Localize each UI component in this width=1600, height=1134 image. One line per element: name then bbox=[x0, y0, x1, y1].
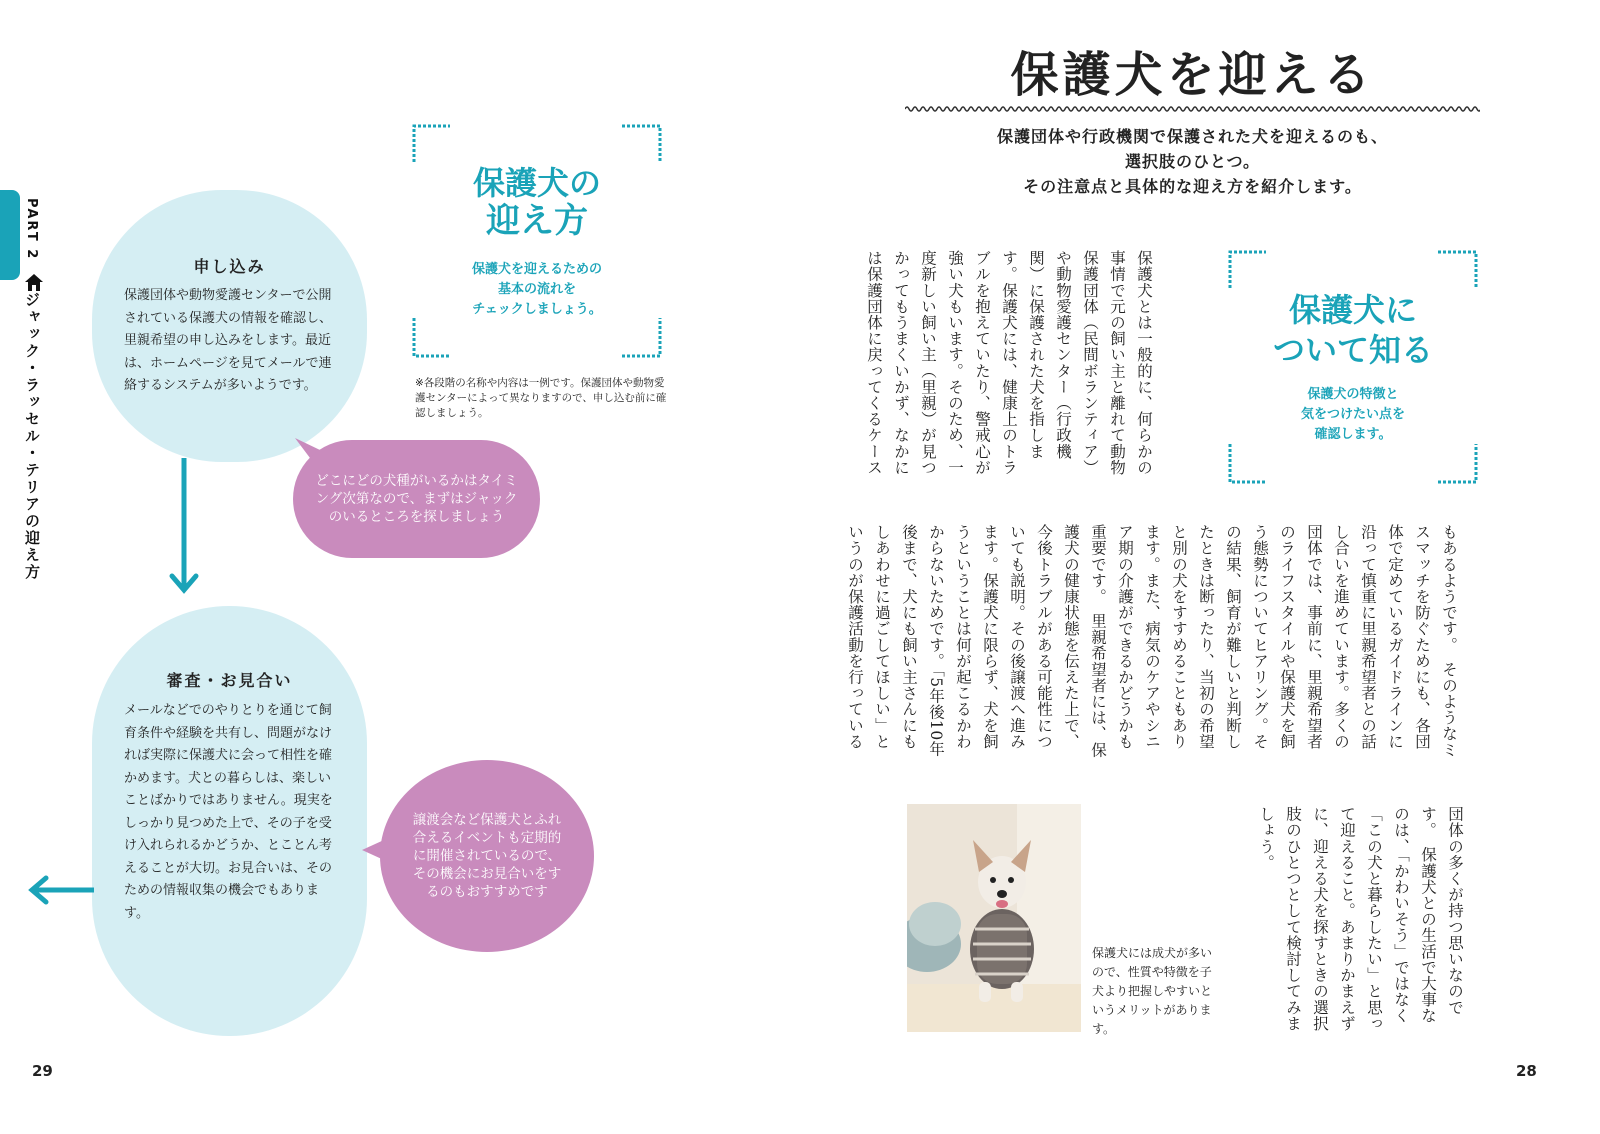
left-heading-title-line1: 保護犬の bbox=[472, 164, 601, 202]
right-heading-title bbox=[1226, 290, 1480, 370]
left-heading-subtitle bbox=[410, 260, 664, 320]
step-text-review: メールなどでのやりとりを通じて飼育条件や経験を共有し、問題がなければ実際に保護犬に会って相性を確かめます。犬との暮らしは、楽しいことばかりではありません。現実をしっかり見つめた上で、その子を受け入れられるかどうか、とことん考えることが大切。お見合いは、そのための情報収集の機会でもあります。 bbox=[124, 703, 333, 921]
right-heading-sub-line1: 保護犬の特徴と bbox=[1307, 387, 1399, 402]
body-text-3: 団体の多くが持つ思いなのです。 保護犬との生活で大事なのは、「かわいそう」ではなく「この犬と暮らしたい」と思って迎えること。あまりかまえずに、迎える犬を探すときの選択肢のひとつとして検討してみましょう。 bbox=[1257, 806, 1464, 1032]
lead-line1: 保護団体や行政機関で保護された犬を迎えるのも、 bbox=[996, 127, 1388, 146]
left-heading-sub-line1: 保護犬を迎えるための bbox=[471, 262, 602, 277]
lead-line3: その注意点と具体的な迎え方を紹介します。 bbox=[1023, 177, 1362, 196]
body-text-1: 保護犬とは一般的に、何らかの事情で元の飼い主と離れて動物保護団体（民間ボランティア）や動物愛護センター（行政機関）に保護された犬を指します。保護犬には、健康上のトラブルを抱えていたり、警戒心が強い犬もいます。そのため、一度新しい飼い主（里親）が見つかってもうまくいかず、なかには保護団体に戻ってくるケース bbox=[865, 250, 1153, 476]
chapter-title: ジャック・ラッセル・テリアの迎え方 bbox=[23, 292, 41, 581]
left-heading-title bbox=[410, 164, 664, 240]
lead-line2: 選択肢のひとつ。 bbox=[1124, 152, 1261, 171]
right-heading-sub-line3: 確認します。 bbox=[1314, 427, 1392, 442]
arrow-down-icon bbox=[166, 458, 202, 600]
step-bubble-apply bbox=[92, 190, 367, 462]
dog-photo bbox=[907, 804, 1081, 1032]
page-number-left: 29 bbox=[32, 1062, 53, 1080]
page-number-right: 28 bbox=[1516, 1062, 1537, 1080]
right-heading-title-line1: 保護犬に bbox=[1288, 291, 1417, 329]
photo-caption: 保護犬には成犬が多いので、性質や特徴を子犬より把握しやすいというメリットがあります。 bbox=[1092, 946, 1213, 1036]
right-heading-title-line2: ついて知る bbox=[1272, 331, 1433, 369]
right-heading-subtitle bbox=[1226, 385, 1480, 445]
dog-photo-illustration bbox=[907, 804, 1081, 1032]
wavy-divider bbox=[905, 104, 1480, 114]
step-title-review: 審査・お見合い bbox=[166, 671, 293, 690]
home-icon bbox=[23, 272, 45, 292]
heading-frame bbox=[410, 122, 666, 362]
left-heading-title-line2: 迎え方 bbox=[486, 201, 588, 241]
part-label: PART 2 bbox=[24, 198, 39, 261]
lead-text bbox=[905, 124, 1480, 199]
right-heading-sub-line2: 気をつけたい点を bbox=[1300, 407, 1405, 422]
body-text-2: もあるようです。 そのようなミスマッチを防ぐためにも、各団体で定めているガイドラインに沿って慎重に里親希望者との話し合いを進めています。多くの団体では、事前に、里親希望者のライフスタイルや保護犬を飼う態勢についてヒアリング。その結果、飼育が難しいと判断したときは断ったり、当初の希望と別の犬をすすめることもあります。また、病気のケアやシニア期の介護ができるかどうかも重要です。 里親希望者には、保護犬の健康状態を伝えた上で、今後トラブルがある可能性についても説明。その後譲渡へ進みます。保護犬に限らず、犬を飼うということは何が起こるかわからないためです。「5年後10年後まで、犬にも飼い主さんにもしあわせに過ごしてほしい」というのが保護活動を行っている bbox=[846, 524, 1458, 758]
note-text: ※各段階の名称や内容は一例です。保護団体や動物愛護センターによって異なりますので、申し込む前に確認しましょう。 bbox=[415, 377, 667, 419]
page-title: 保護犬を迎える bbox=[1010, 47, 1375, 103]
tip-text-event: 譲渡会など保護犬とふれ合えるイベントも定期的に開催されているので、その機会にお見合いをするのもおすすめです bbox=[412, 812, 562, 900]
step-bubble-review bbox=[92, 606, 367, 1036]
step-text-apply: 保護団体や動物愛護センターで公開されている保護犬の情報を確認し、里親希望の申し込みをします。最近は、ホームページを見てメールで連絡するシステムが多いようです。 bbox=[124, 288, 333, 393]
part-tab bbox=[0, 190, 20, 280]
left-heading-sub-line2: 基本の流れを bbox=[497, 282, 576, 297]
arrow-left-icon bbox=[26, 872, 96, 908]
tip-bubble-search bbox=[293, 440, 540, 558]
left-heading-sub-line3: チェックしましょう。 bbox=[472, 302, 602, 317]
tip-bubble-event bbox=[380, 760, 594, 952]
step-title-apply: 申し込み bbox=[193, 257, 266, 276]
tip-text-search: どこにどの犬種がいるかはタイミング次第なので、まずはジャックのいるところを探しましょう bbox=[315, 473, 518, 525]
